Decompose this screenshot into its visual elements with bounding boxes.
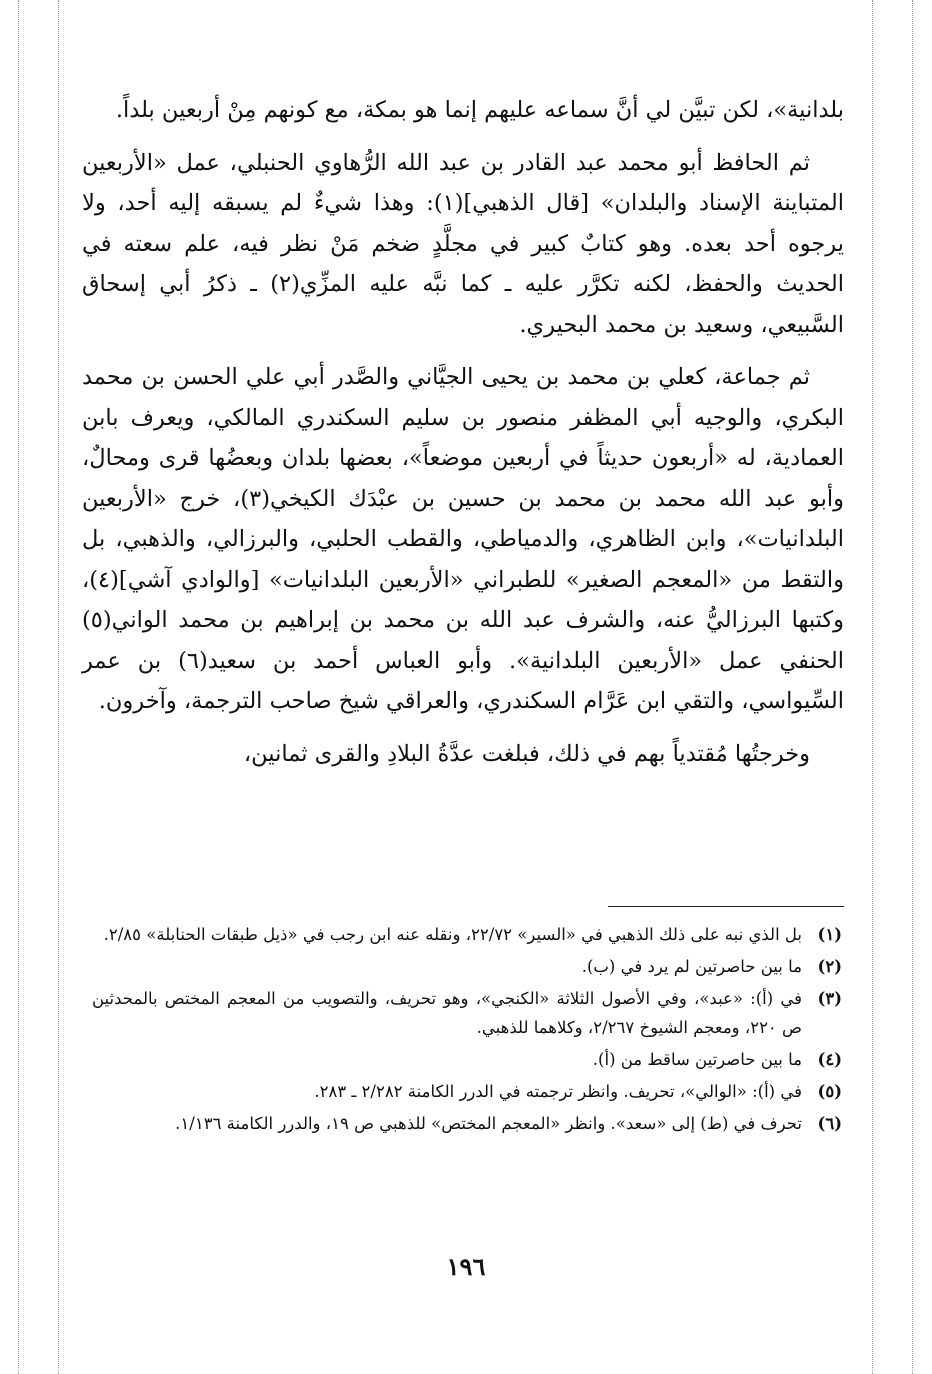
footnote-number: (١) — [817, 925, 842, 944]
footnote — [92, 952, 842, 981]
scan-margin-line — [58, 0, 59, 1374]
footnote — [92, 920, 842, 949]
footnotes — [92, 920, 842, 1141]
footnote — [92, 1077, 842, 1106]
footnote — [92, 1109, 842, 1138]
footnote-number: (٢) — [817, 957, 842, 976]
footnote-text: بل الذي نبه على ذلك الذهبي في «السير» ٢٢/٧٢، ونقله عنه ابن رجب في «ذيل طبقات الحنابلة» ٢/٨٥. — [103, 925, 802, 944]
paragraph: وخرجتُها مُقتدياً بهم في ذلك، فبلغت عدَّةُ البلادِ والقرى ثمانين، — [243, 740, 810, 767]
footnote-number: (٤) — [817, 1050, 842, 1069]
footnote-text: ما بين حاصرتين ساقط من (أ). — [592, 1050, 802, 1069]
page-number: ١٩٦ — [446, 1252, 486, 1281]
footnote-number: (٦) — [817, 1114, 842, 1133]
footnote — [92, 1045, 842, 1074]
scan-margin-line — [872, 0, 873, 1374]
footnote-text: في (أ): «الوالي»، تحريف. وانظر ترجمته في الدرر الكامنة ٢/٢٨٢ ـ ٢٨٣. — [314, 1082, 802, 1101]
footnote — [92, 984, 842, 1042]
footnote-text: تحرف في (ط) إلى «سعد». وانظر «المعجم المختص» للذهبي ص ١٩، والدرر الكامنة ١/١٣٦. — [175, 1114, 802, 1133]
footnote-number: (٣) — [817, 989, 842, 1008]
paragraph: بلدانية»، لكن تبيَّن لي أنَّ سماعه عليهم إنما هو بمكة، مع كونهم مِنْ أربعين بلداً. — [115, 97, 844, 123]
scan-margin-line — [18, 0, 19, 1374]
footnote-separator — [608, 906, 844, 907]
footnote-text: في (أ): «عبد»، وفي الأصول الثلاثة «الكنجي»، وهو تحريف، والتصويب من المعجم المختص بالمحدثين ص ٢٢٠، ومعجم الشيوخ ٢/٢٦٧، وكلاهما للذهبي. — [92, 989, 802, 1037]
scan-margin-line — [912, 0, 913, 1374]
paragraph: ثم جماعة، كعلي بن محمد بن يحيى الجيَّاني والصَّدر أبي علي الحسن بن محمد البكري، والوجيه أبي المظفر منصور بن سليم السكندري المالكي، ويعرف بابن العمادية، له «أربعون حديثاً في أربعين موضعاً»، بعضها بلدان وبعضُها قرى ومحالٌ، وأبو عبد الله محمد بن محمد بن حسين بن عبْدَك الكيخي(٣)، خرج «الأربعين البلدانيات»، وابن الظاهري، والدمياطي، والقطب الحلبي، والبرزالي، والذهبي، بل والتقط من «المعجم الصغير» للطبراني «الأربعين البلدانيات» [والوادي آشي](٤)، وكتبها البرزاليُّ عنه، والشرف عبد الله بن محمد بن إبراهيم بن محمد الواني(٥) الحنفي عمل «الأربعين البلدانية». وأبو العباس أحمد بن سعيد(٦) بن عمر السِّيواسي، والتقي ابن عَرَّام السكندري، والعراقي شيخ صاحب الترجمة، وآخرون. — [82, 364, 844, 714]
main-text — [82, 90, 844, 786]
footnote-number: (٥) — [817, 1082, 842, 1101]
footnote-text: ما بين حاصرتين لم يرد في (ب). — [581, 957, 802, 976]
paragraph: ثم الحافظ أبو محمد عبد القادر بن عبد الله الرُّهاوي الحنبلي، عمل «الأربعين المتباينة الإسناد والبلدان» [قال الذهبي](١): وهذا شيءٌ لم يسبقه إليه أحد، ولا يرجوه أحد بعده. وهو كتابٌ كبير في مجلَّدٍ ضخم مَنْ نظر فيه، علم سعته في الحديث والحفظ، لكنه تكرَّر عليه ـ كما نبَّه عليه المزِّي(٢) ـ ذكرُ أبي إسحاق السَّبيعي، وسعيد بن محمد البحيري. — [82, 149, 844, 338]
